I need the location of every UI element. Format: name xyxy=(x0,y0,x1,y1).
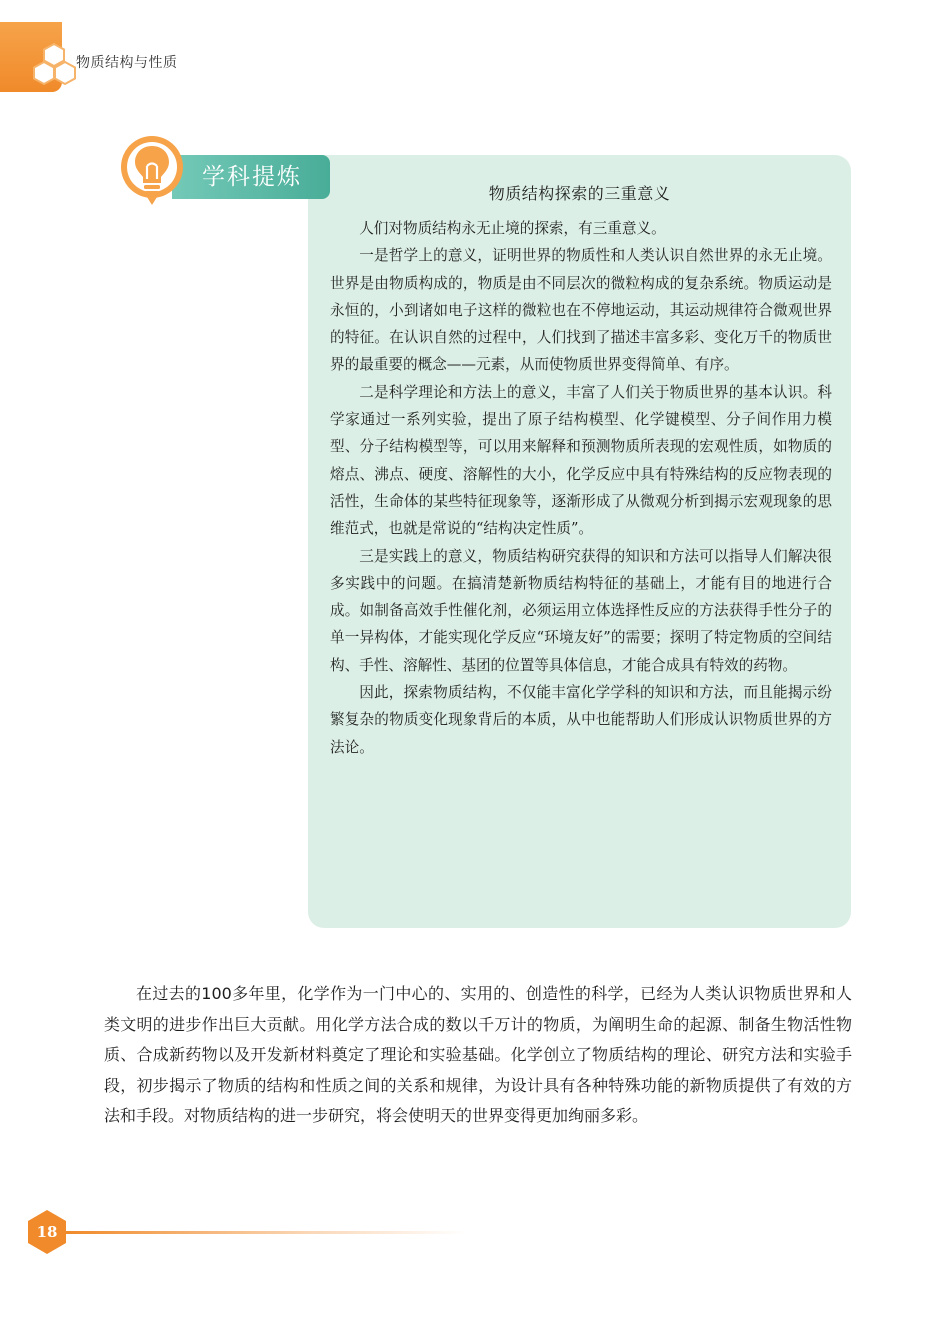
box-paragraph: 二是科学理论和方法上的意义，丰富了人们关于物质世界的基本认识。科学家通过一系列实验，提出了原子结构模型、化学键模型、分子间作用力模型、分子结构模型等，可以用来解释和预测物质所表现的宏观性质，如物质的熔点、沸点、硬度、溶解性的大小，化学反应中具有特殊结构的反应物表现的活性，生命体的某些特征现象等，逐渐形成了从微观分析到揭示宏观现象的思维范式，也就是常说的“结构决定性质”。 xyxy=(330,383,832,538)
main-text xyxy=(104,979,852,1132)
main-paragraph: 在过去的100多年里，化学作为一门中心的、实用的、创造性的科学，已经为人类认识物质世界和人类文明的进步作出巨大贡献。用化学方法合成的数以千万计的物质，为阐明生命的起源、制备生物活性物质、合成新药物以及开发新材料奠定了理论和实验基础。化学创立了物质结构的理论、研究方法和实验手段，初步揭示了物质的结构和性质之间的关系和规律，为设计具有各种特殊功能的新物质提供了有效的方法和手段。对物质结构的进一步研究，将会使明天的世界变得更加绚丽多彩。 xyxy=(104,984,852,1126)
box-body xyxy=(330,215,832,761)
box-paragraph: 一是哲学上的意义，证明世界的物质性和人类认识自然世界的永无止境。世界是由物质构成的，物质是由不同层次的微粒构成的复杂系统。物质运动是永恒的，小到诸如电子这样的微粒也在不停地运动，其运动规律符合微观世界的特征。在认识自然的过程中，人们找到了描述丰富多彩、变化万千的物质世界的最重要的概念——元素，从而使物质世界变得简单、有序。 xyxy=(330,247,832,374)
hexagon-cluster-icon xyxy=(26,40,82,92)
book-title: 物质结构与性质 xyxy=(76,55,178,71)
footer-line xyxy=(66,1231,466,1234)
lightbulb-icon xyxy=(118,133,186,213)
box-paragraph: 因此，探索物质结构，不仅能丰富化学学科的知识和方法，而且能揭示纷繁复杂的物质变化现象背后的本质，从中也能帮助人们形成认识物质世界的方法论。 xyxy=(330,684,832,756)
box-title: 物质结构探索的三重意义 xyxy=(488,184,671,203)
section-tag-label: 学科提炼 xyxy=(202,164,302,190)
section-tag xyxy=(172,155,330,199)
page-number: 18 xyxy=(36,1223,58,1241)
box-paragraph: 三是实践上的意义，物质结构研究获得的知识和方法可以指导人们解决很多实践中的问题。在搞清楚新物质结构特征的基础上，才能有目的地进行合成。如制备高效手性催化剂，必须运用立体选择性反应的方法获得手性分子的单一异构体，才能实现化学反应“环境友好”的需要；探明了特定物质的空间结构、手性、溶解性、基团的位置等具体信息，才能合成具有特效的药物。 xyxy=(330,547,832,674)
box-paragraph: 人们对物质结构永无止境的探索，有三重意义。 xyxy=(359,220,666,237)
